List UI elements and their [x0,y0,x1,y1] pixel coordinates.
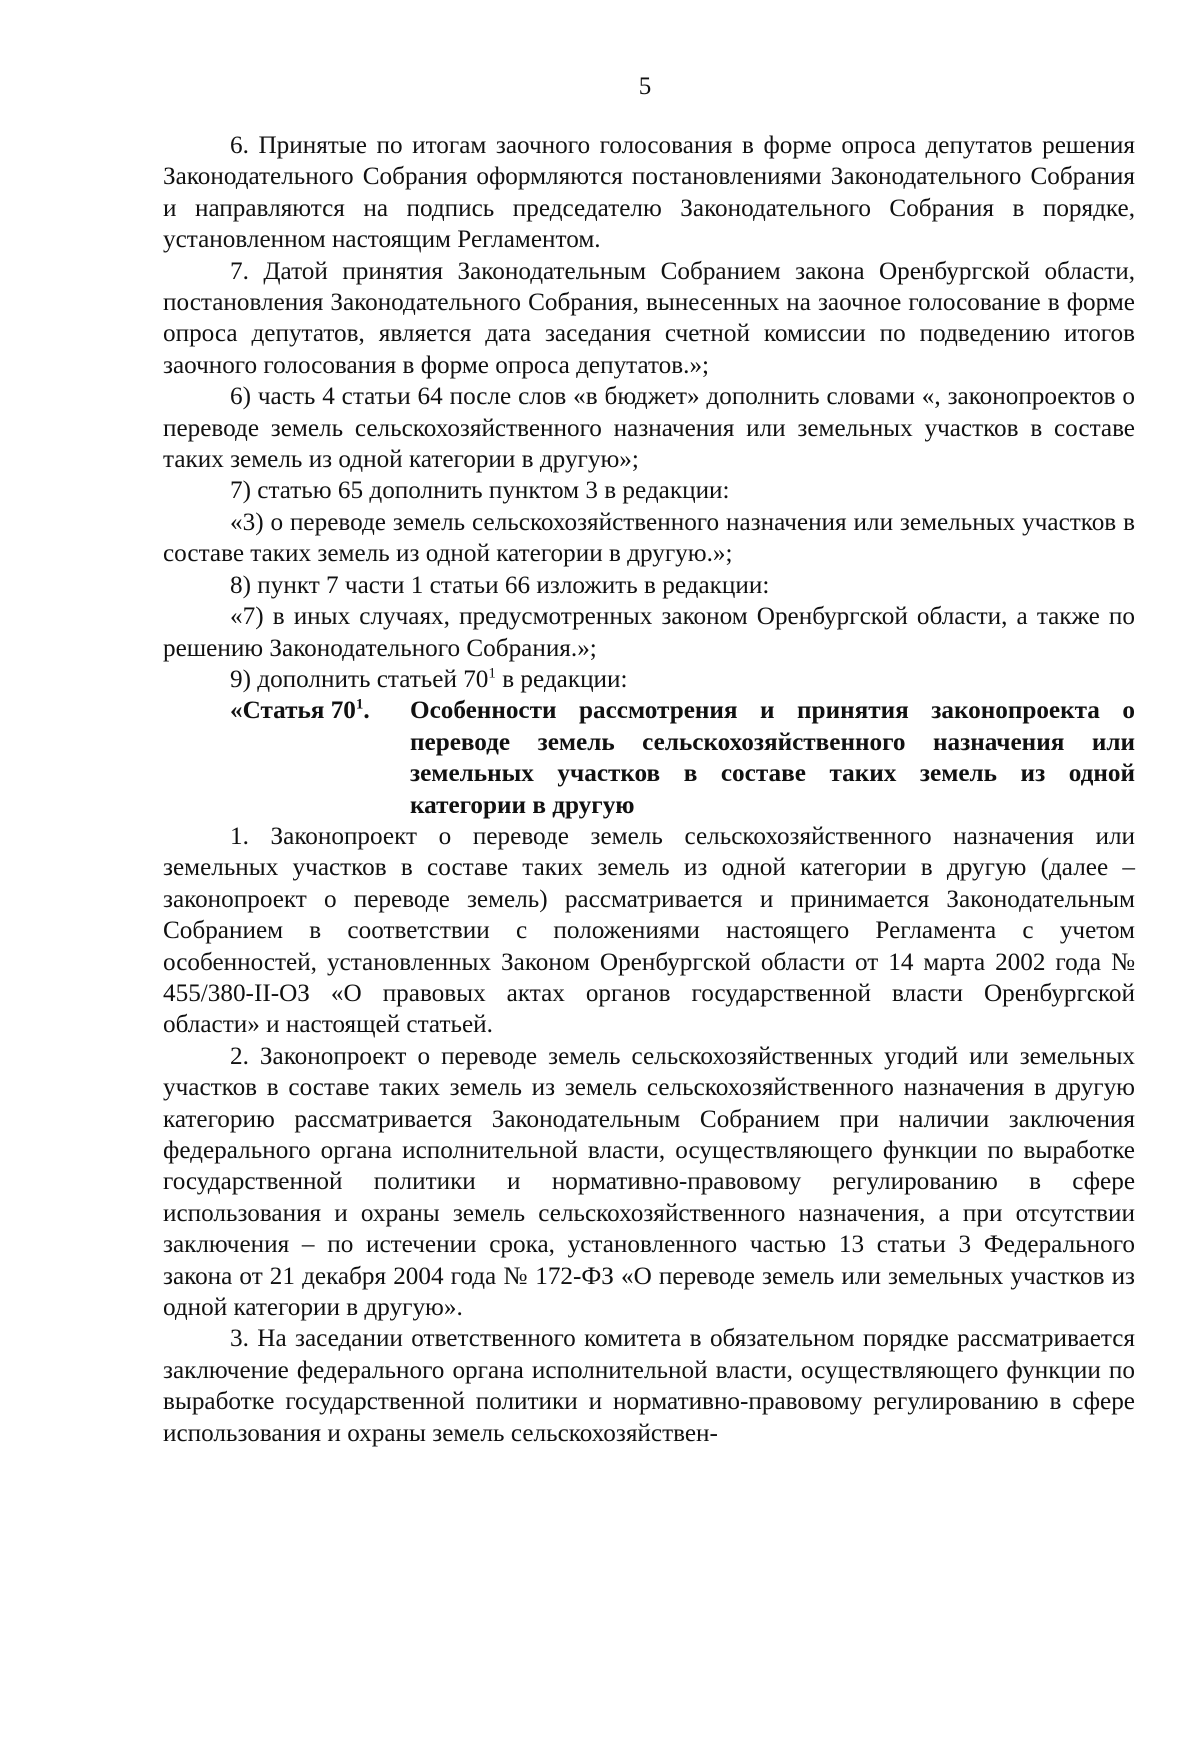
amendment-item-9-after: в редакции: [495,665,628,693]
amendment-item-8-text: «7) в иных случаях, предусмотренных законом Оренбургской области, а также по решению Законодательного Собрания.»; [163,603,1135,662]
article-paragraph-1: 1. Законопроект о переводе земель сельскохозяйственного назначения или земельных участков в составе таких земель из одной категории в другую (далее – законопроект о переводе земель) рассматривается и принимается Законодательным Собранием в соответствии с положениями настоящего Регламента с учетом особенностей, установленных Законом Оренбургской области от 14 марта 2002 года № 455/380-II-ОЗ «О правовых актах органов государственной власти Оренбургской области» и настоящей статьей. [163,822,1135,1039]
document-body [163,130,1135,1449]
amendment-item-6: 6) часть 4 статьи 64 после слов «в бюджет» дополнить словами «, законопроектов о переводе земель сельскохозяйственного назначения или земельных участков в составе таких земель из одной категории в другую»; [163,383,1135,474]
amendment-item-9-sup: 1 [488,665,496,682]
amendment-item-7-text: «3) о переводе земель сельскохозяйственного назначения или земельных участков в составе таких земель из одной категории в другую.»; [163,508,1135,568]
article-paragraph-2: 2. Законопроект о переводе земель сельскохозяйственных угодий или земельных участков в составе таких земель из земель сельскохозяйственного назначения в другую категорию рассматривается Законодательным Собранием при наличии заключения федерального органа исполнительной власти, осуществляющего функции по выработке государственной политики и нормативно-правовому регулированию в сфере использования и охраны земель сельскохозяйственного назначения, а при отсутствии заключения – по истечении срока, установленного частью 13 статьи 3 Федерального закона от 21 декабря 2004 года № 172-ФЗ «О переводе земель или земельных участков из одной категории в другую». [163,1042,1135,1322]
amendment-item-9 [163,664,1135,695]
page-number: 5 [638,73,652,100]
article-heading-title: Особенности рассмотрения и принятия законопроекта о переводе земель сельскохозяйственного назначения или земельных участков в составе таких земель из одной категории в другую [410,697,1135,819]
article-paragraph-3: 3. На заседании ответственного комитета в обязательном порядке рассматривается заключение федерального органа исполнительной власти, осуществляющего функции по выработке государственной политики и нормативно-правовому регулированию в сфере использования и охраны земель сельскохозяйствен- [163,1325,1135,1447]
article-heading-label: «Статья $70^1$. [230,696,370,725]
amendment-item-8: 8) пункт 7 части 1 статьи 66 изложить в редакции: [230,571,770,599]
amendment-item-7: 7) статью 65 дополнить пунктом 3 в редакции: [230,477,730,505]
paragraph-6: 6. Принятые по итогам заочного голосования в форме опроса депутатов решения Законодательного Собрания оформляются постановлениями Законодательного Собрания и направляются на подпись председателю Законодательного Собрания в порядке, установленном настоящим Регламентом. [163,132,1135,254]
amendment-item-9-before: 9) дополнить статьей 70 [230,665,489,693]
article-heading [163,695,1135,821]
paragraph-7: 7. Датой принятия Законодательным Собранием закона Оренбургской области, постановления Законодательного Собрания, вынесенных на заочное голосование в форме опроса депутатов, является дата заседания счетной комиссии по подведению итогов заочного голосования в форме опроса депутатов.»; [163,257,1135,379]
